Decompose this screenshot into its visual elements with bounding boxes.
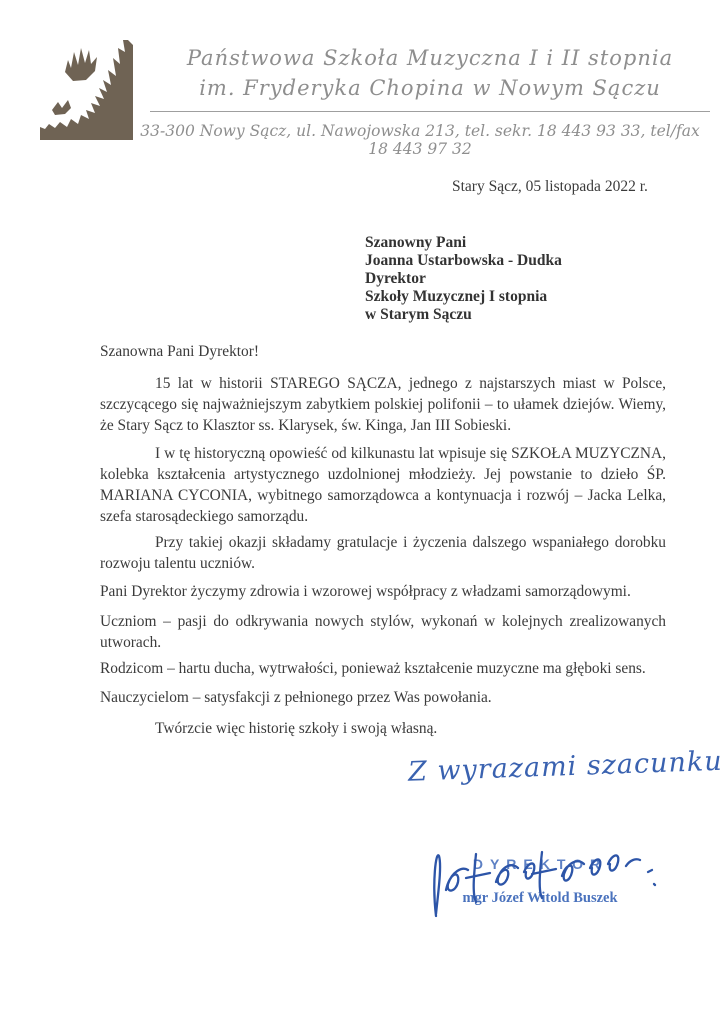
date-line: Stary Sącz, 05 listopada 2022 r. [452, 178, 648, 195]
school-logo-icon [40, 40, 135, 140]
recipient-line: w Starym Sączu [365, 306, 472, 323]
body-paragraph: Przy takiej okazji składamy gratulacje i życzenia dalszego wspaniałego dorobku rozwoju talentu uczniów. [100, 534, 666, 572]
letterhead-divider [150, 111, 710, 112]
body-paragraph: I w tę historyczną opowieść od kilkunastu lat wpisuje się SZKOŁA MUZYCZNA, kolebka kształcenia artystycznego uzdolnionej młodzieży. Jej powstanie to dzieło ŚP. MARIANA CYCONIA, wybitnego samorządowca a kontynuacja i rozwój – Jacka Lelka, szefa starosądeckiego samorządu. [100, 445, 666, 525]
handwritten-signature-icon [420, 838, 660, 933]
body-paragraph: Uczniom – pasji do odkrywania nowych stylów, wykonań w kolejnych zrealizowanych utworach. [100, 613, 666, 651]
recipient-block [365, 234, 562, 324]
body-paragraph: 15 lat w historii STAREGO SĄCZA, jednego z najstarszych miast w Polsce, szczycącego się najważniejszym zabytkiem polskiej polifonii – to ułamek dziejów. Wiemy, że Stary Sącz to Klasztor ss. Klarysek, św. Kinga, Jan III Sobieski. [100, 375, 666, 434]
school-address: 33-300 Nowy Sącz, ul. Nawojowska 213, tel. sekr. 18 443 93 33, tel/fax 18 443 97 32 [140, 122, 700, 158]
recipient-line: Szkoły Muzycznej I stopnia [365, 288, 548, 305]
salutation: Szanowna Pani Dyrektor! [100, 343, 259, 360]
recipient-line: Szanowny Pani [365, 234, 467, 251]
recipient-line: Dyrektor [365, 270, 426, 287]
body-paragraph: Nauczycielom – satysfakcji z pełnionego przez Was powołania. [100, 689, 492, 706]
handwritten-closing: Z wyrazami szacunku [407, 745, 724, 788]
stamp-director-name: mgr Józef Witold Buszek [462, 890, 618, 906]
letter-body [100, 341, 666, 739]
letterhead [150, 46, 710, 100]
body-paragraph: Pani Dyrektor życzymy zdrowia i wzorowej współpracy z władzami samorządowymi. [100, 583, 631, 600]
body-paragraph: Twórzcie więc historię szkoły i swoją własną. [155, 720, 438, 737]
recipient-line: Joanna Ustarbowska - Dudka [365, 252, 562, 269]
signature-block [425, 842, 655, 927]
school-name-line1: Państwowa Szkoła Muzyczna I i II stopnia [186, 46, 674, 70]
stamp-director-title: DYREKTOR [472, 856, 608, 872]
body-paragraph: Rodzicom – hartu ducha, wytrwałości, ponieważ kształcenie muzyczne ma głęboki sens. [100, 660, 646, 677]
school-name-line2: im. Fryderyka Chopina w Nowym Sączu [199, 76, 661, 100]
